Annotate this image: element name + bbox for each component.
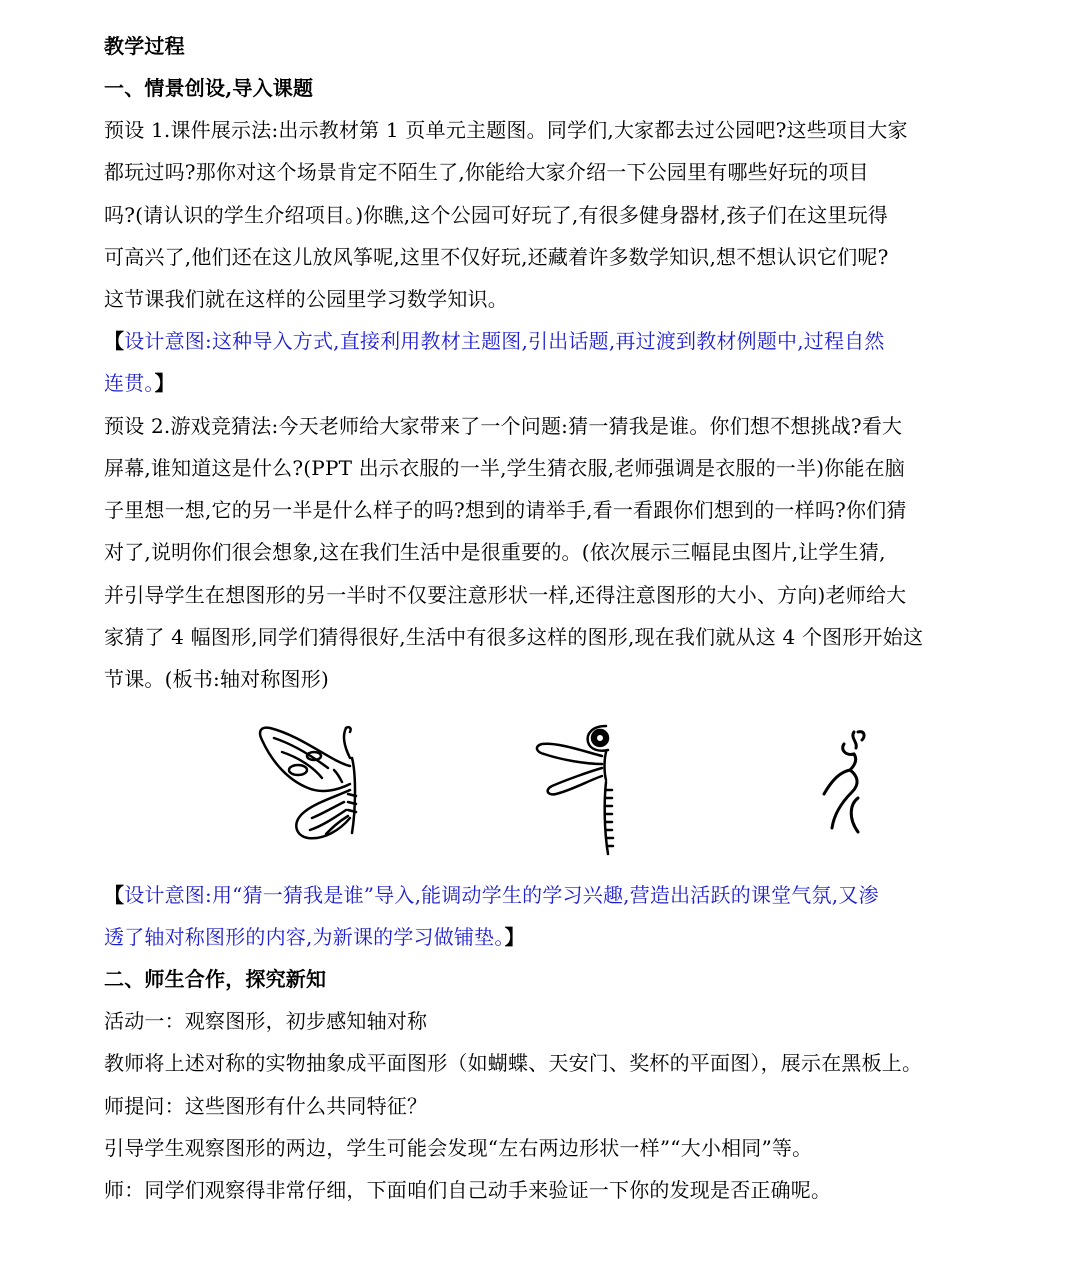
half-insect-figures — [0, 718, 1080, 868]
paragraph-line: 对了,说明你们很会想象,这在我们生活中是很重要的。(依次展示三幅昆虫图片,让学生猜, — [104, 540, 886, 564]
paragraph-line: 活动一：观察图形，初步感知轴对称 — [104, 1009, 428, 1033]
page-title: 教学过程 — [104, 34, 185, 58]
paragraph-line: 预设 1.课件展示法:出示教材第 1 页单元主题图。同学们,大家都去过公园吧?这些项目大家 — [104, 118, 908, 142]
paragraph-line: 吗?(请认识的学生介绍项目。)你瞧,这个公园可好玩了,有很多健身器材,孩子们在这里玩得 — [104, 203, 888, 227]
half-insect-image — [814, 724, 874, 844]
bracket-close: 】 — [504, 925, 525, 949]
intent-text: 设计意图:用“猜一猜我是谁”导入,能调动学生的学习兴趣,营造出活跃的课堂气氛,又渗 — [124, 883, 879, 907]
paragraph-line: 师提问：这些图形有什么共同特征？ — [104, 1094, 428, 1118]
section1-heading: 一、情景创设,导入课题 — [104, 76, 314, 100]
paragraph-line: 节课。(板书:轴对称图形) — [104, 667, 329, 691]
paragraph-line: 并引导学生在想图形的另一半时不仅要注意形状一样,还得注意图形的大小、方向)老师给大 — [104, 583, 907, 607]
half-butterfly-image — [252, 718, 362, 848]
intent-text: 设计意图:这种导入方式,直接利用教材主题图,引出话题,再过渡到教材例题中,过程自然 — [124, 329, 885, 353]
design-intent-2 — [104, 883, 879, 907]
paragraph-line: 教师将上述对称的实物抽象成平面图形（如蝴蝶、天安门、奖杯的平面图），展示在黑板上。 — [104, 1051, 923, 1075]
design-intent-1 — [104, 329, 885, 353]
paragraph-line: 都玩过吗?那你对这个场景肯定不陌生了,你能给大家介绍一下公园里有哪些好玩的项目 — [104, 160, 869, 184]
half-dragonfly-image — [530, 720, 630, 860]
paragraph-line: 预设 2.游戏竞猜法:今天老师给大家带来了一个问题:猜一猜我是谁。你们想不想挑战?看大 — [104, 414, 903, 438]
design-intent-2-cont — [104, 925, 525, 949]
paragraph-line: 屏幕,谁知道这是什么?(PPT 出示衣服的一半,学生猜衣服,老师强调是衣服的一半)你能在脑 — [104, 456, 906, 480]
paragraph-line: 家猜了 4 幅图形,同学们猜得很好,生活中有很多这样的图形,现在我们就从这 4 个图形开始这 — [104, 625, 924, 649]
paragraph-line: 子里想一想,它的另一半是什么样子的吗?想到的请举手,看一看跟你们想到的一样吗?你们猜 — [104, 498, 907, 522]
paragraph-line: 师：同学们观察得非常仔细，下面咱们自己动手来验证一下你的发现是否正确呢。 — [104, 1178, 832, 1202]
design-intent-1-cont — [104, 371, 175, 395]
bracket-open: 【 — [104, 883, 125, 907]
intent-text: 透了轴对称图形的内容,为新课的学习做铺垫。 — [104, 925, 505, 949]
paragraph-line: 引导学生观察图形的两边，学生可能会发现“左右两边形状一样”“大小相同”等。 — [104, 1136, 813, 1160]
paragraph-line: 这节课我们就在这样的公园里学习数学知识。 — [104, 287, 508, 311]
bracket-close: 】 — [154, 371, 175, 395]
paragraph-line: 可高兴了,他们还在这儿放风筝呢,这里不仅好玩,还藏着许多数学知识,想不想认识它们呢? — [104, 245, 889, 269]
bracket-open: 【 — [104, 329, 125, 353]
section2-heading: 二、师生合作，探究新知 — [104, 967, 327, 991]
intent-text: 连贯。 — [104, 371, 155, 395]
